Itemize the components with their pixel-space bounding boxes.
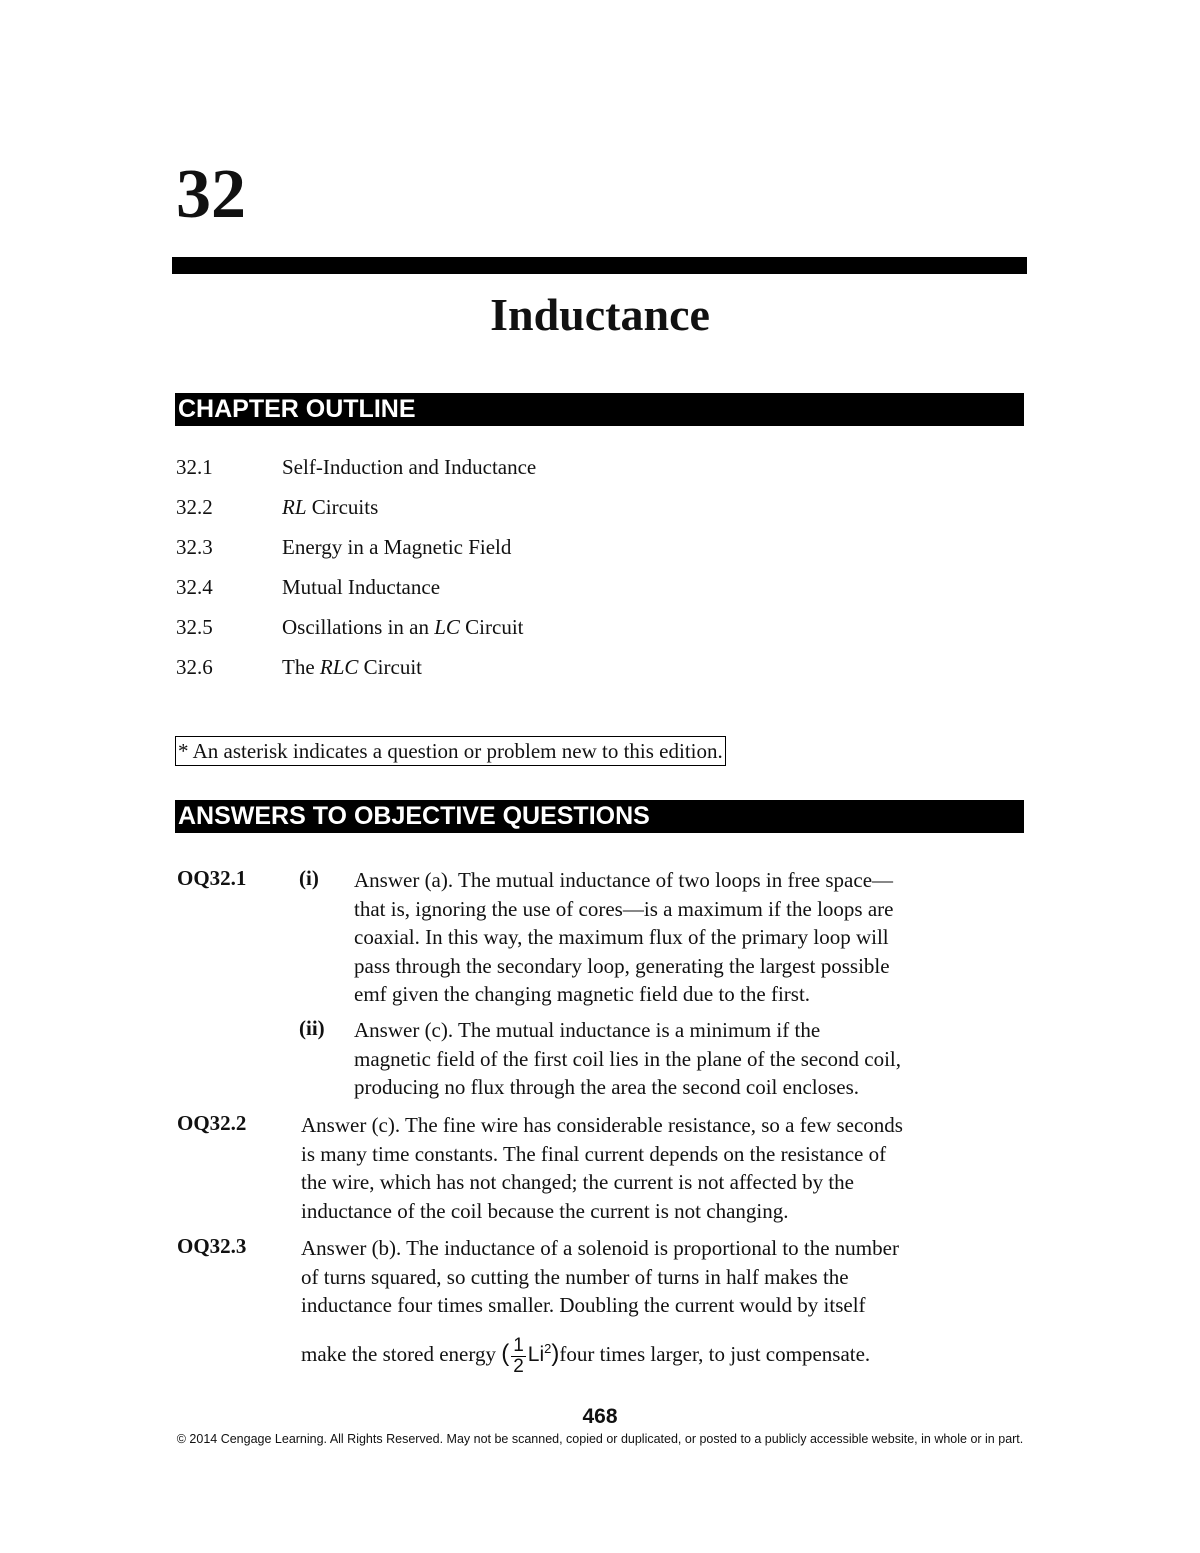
question-label-oq32-3: OQ32.3 xyxy=(177,1234,247,1258)
outline-item xyxy=(176,495,536,535)
outline-item-number: 32.2 xyxy=(176,495,213,519)
outline-item-title: Self-Induction and Inductance xyxy=(282,455,537,479)
outline-item-title: Energy in a Magnetic Field xyxy=(282,535,512,559)
part-label-ii: (ii) xyxy=(299,1016,325,1040)
question-label-oq32-1: OQ32.1 xyxy=(177,866,247,890)
outline-item-number: 32.5 xyxy=(176,615,213,639)
outline-item xyxy=(176,455,536,495)
outline-item-title: Oscillations in an LC Circuit xyxy=(282,615,524,639)
chapter-outline-heading: CHAPTER OUTLINE xyxy=(175,393,1024,426)
outline-item-title: Mutual Inductance xyxy=(282,575,441,599)
outline-item-number: 32.3 xyxy=(176,535,213,559)
part-label-i: (i) xyxy=(299,866,319,890)
outline-item-title: RL Circuits xyxy=(282,495,379,519)
answer-oq32-1-part-ii: Answer (c). The mutual inductance is a minimum if the magnetic field of the first coil lies in the plane of the second coil, producing no flux through the area the second coil encloses. xyxy=(354,1018,901,1099)
page-number: 468 xyxy=(582,1405,618,1428)
chapter-divider xyxy=(172,257,1027,274)
copyright-footer: © 2014 Cengage Learning. All Rights Reserved. May not be scanned, copied or duplicated, or posted to a publicly accessible website, in whole or in part. xyxy=(176,1432,1024,1446)
outline-item xyxy=(176,615,536,655)
question-label-oq32-2: OQ32.2 xyxy=(177,1111,247,1135)
outline-item xyxy=(176,655,536,695)
answer-oq32-2: Answer (c). The fine wire has considerable resistance, so a few seconds is many time constants. The final current depends on the resistance of the wire, which has not changed; the current is not affected by the inductance of the coil because the current is not changing. xyxy=(301,1113,903,1223)
asterisk-note: * An asterisk indicates a question or problem new to this edition. xyxy=(175,736,726,766)
outline-item-number: 32.6 xyxy=(176,655,213,679)
outline-item-number: 32.1 xyxy=(176,455,213,479)
outline-item-number: 32.4 xyxy=(176,575,213,599)
chapter-outline-list xyxy=(176,455,536,695)
chapter-title: Inductance xyxy=(490,289,710,340)
outline-item-title: The RLC Circuit xyxy=(282,655,422,679)
energy-formula: Li xyxy=(527,1343,545,1366)
outline-item xyxy=(176,575,536,615)
answer-oq32-3-formula-line: make the stored energy ( $\frac{1}{2}$ Li$^2$)four times larger, to just compensate. xyxy=(301,1334,871,1377)
answers-heading: ANSWERS TO OBJECTIVE QUESTIONS xyxy=(175,800,1024,833)
chapter-number: 32 xyxy=(176,156,246,233)
answer-oq32-1-part-i: Answer (a). The mutual inductance of two loops in free space— that is, ignoring the use of cores—is a maximum if the loops are coaxial. In this way, the maximum flux of the primary loop will pass through the secondary loop, generating the largest possible emf given the changing magnetic field due to the first. xyxy=(354,868,894,1006)
answer-oq32-3: Answer (b). The inductance of a solenoid is proportional to the number of turns squared, so cutting the number of turns in half makes the inductance four times smaller. Doubling the current would by itself xyxy=(301,1236,899,1317)
outline-item xyxy=(176,535,536,575)
fraction-one-half: $\frac{1}{2}$ xyxy=(513,1334,524,1377)
